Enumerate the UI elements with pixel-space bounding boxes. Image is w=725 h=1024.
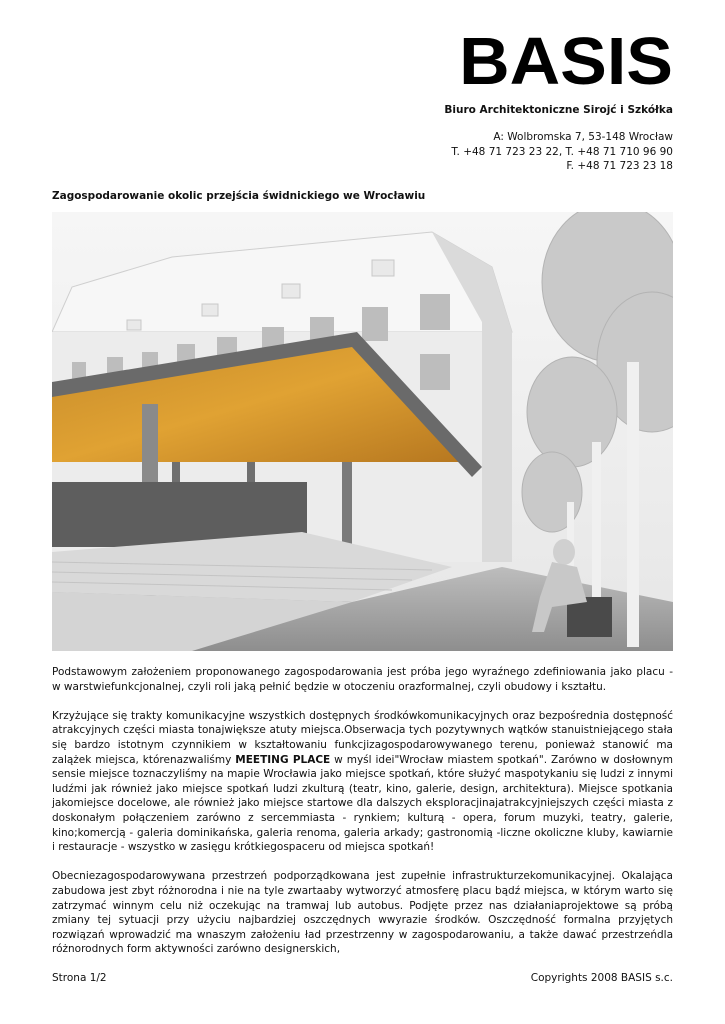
address-line: A: Wolbromska 7, 53-148 Wrocław: [493, 131, 673, 143]
paragraph-2-end: w myśl idei"Wrocław miastem spotkań". Zarówno w dosłownym sensie miejsce toznaczyliśmy na mapie Wrocławia jako miejsce spotkań, które służyć maspotykaniu się ludzi z innymi ludźmi jak również jako miejsce spotkań ludzi zkulturą (teatr, kino, galerie, design, architektura). Miejsce spotkania jakomiejsce docelowe, ale również jako miejsce startowe dla dalszych eksploracjinajatrakcyjniejszych części miasta z doskonałym połączeniem zarówno z sercemmiasta - rynkiem; kulturą - opera, forum muzyki, teatry, galerie, kino;komercją - galeria dominikańska, galeria renoma, galeria arkady; gastronomią -liczne okoliczne kluby, kawiarnie i restauracje - wszystko w zasięgu krótkiegospaceru od miejsca spotkań!: [52, 753, 673, 854]
rendering-illustration: [52, 212, 673, 651]
paragraph-2-start: Krzyżujące się trakty komunikacyjne wszystkich dostępnych środkówkomunikacyjnych oraz bezpośrednia dostępność atrakcyjnych części miasta tonajwiększe atuty miejsca.Obserwacja tych pozytywnych wątków stanuistniejącego stała się bardzo istotnym czynnikiem w kształtowaniu funkcjizagospodarowywanego terenu, ponieważ stanowić ma zalążek miejsca, którenazwaliśmy: [52, 709, 673, 766]
phone-line: T. +48 71 723 23 22, T. +48 71 710 96 90: [451, 145, 673, 158]
company-logo: BASIS: [459, 24, 673, 99]
company-name: Biuro Architektoniczne Sirojć i Szkółka: [444, 104, 673, 116]
company-address: [451, 130, 673, 174]
meeting-place-emphasis: MEETING PLACE: [235, 753, 331, 766]
page-number: Strona 1/2: [52, 972, 107, 984]
paragraph-3: Obecniezagospodarowywana przestrzeń podporządkowana jest zupełnie infrastrukturzekomunikacyjnej. Okalająca zabudowa jest zbyt różnorodna i nie na tyle zwartaaby wytworzyć atmosferę placu bądź miejsca, w którym warto się zatrzymać winnym celu niż oczekując na tramwaj lub autobus. Podjęte przez nas działaniaprojektowe są próbą zmiany tej sytuacji przy użyciu najbardziej oszczędnych wwyrazie środków. Oszczędność formalna przyjętych rozwiązań wprowadzić ma wnaszym założeniu ład przestrzenny w zagospodarowaniu, a także dawać przestrzeńdla różnorodnych form aktywności zarówno designerskich,: [52, 870, 673, 956]
fax-line: F. +48 71 723 23 18: [566, 160, 673, 172]
document-title: Zagospodarowanie okolic przejścia świdnickiego we Wrocławiu: [52, 190, 426, 202]
paragraph-2: [52, 709, 673, 855]
copyright: Copyrights 2008 BASIS s.c.: [530, 972, 673, 984]
body-text: [52, 665, 673, 971]
paragraph-1: Podstawowym założeniem proponowanego zagospodarowania jest próba jego wyraźnego zdefiniowania jako placu - w warstwiefunkcjonalnej, czyli roli jaką pełnić będzie w otoczeniu orazformalnej, czyli obudowy i kształtu.: [52, 666, 673, 693]
architectural-rendering: [52, 212, 673, 651]
